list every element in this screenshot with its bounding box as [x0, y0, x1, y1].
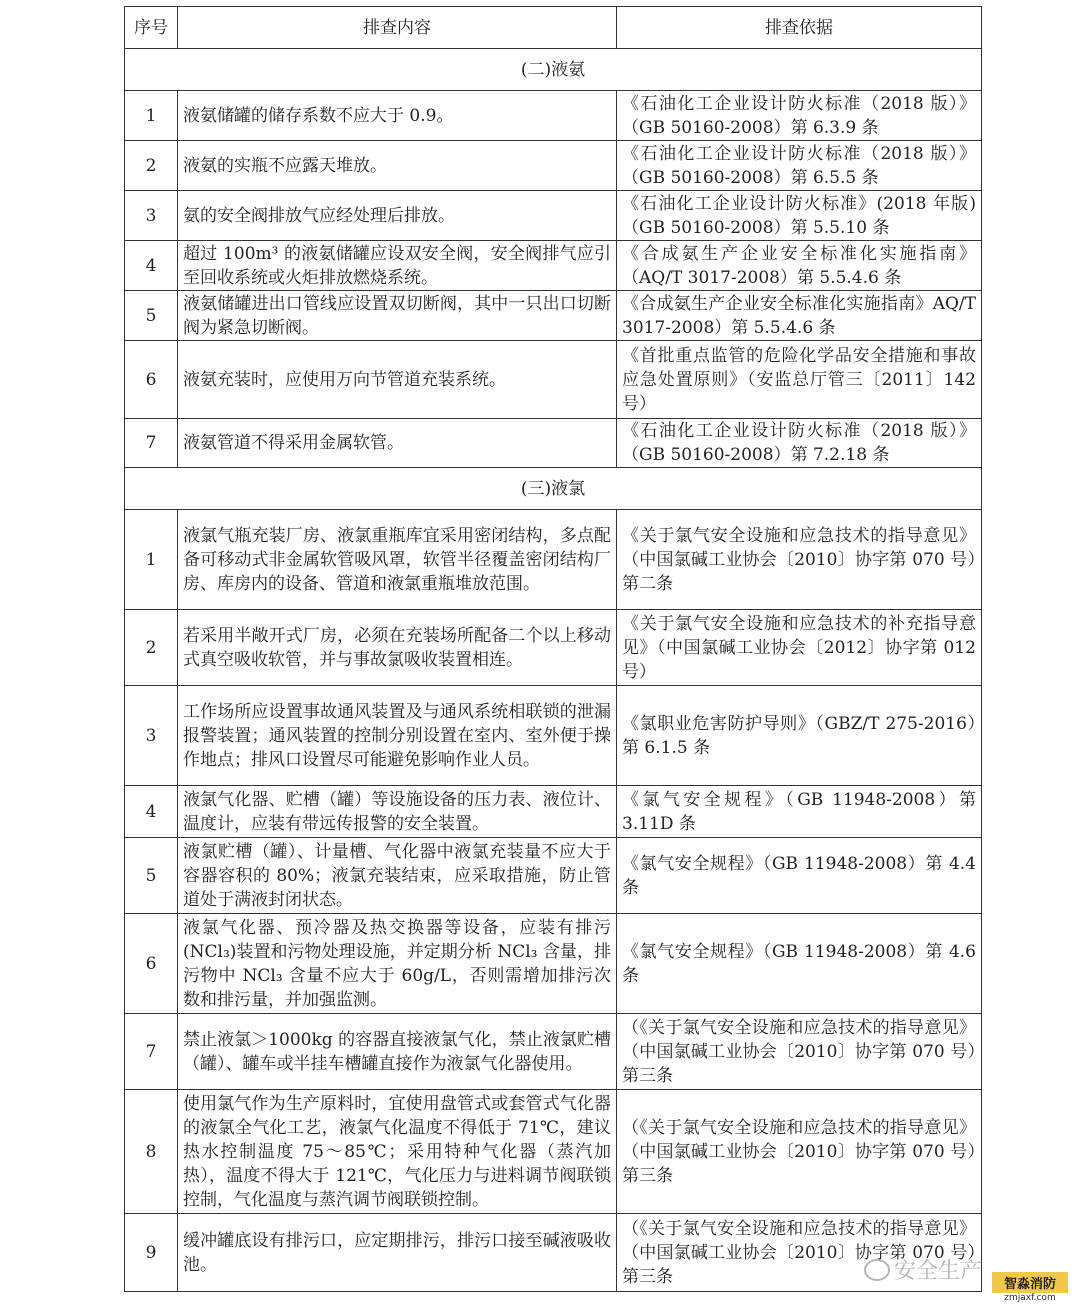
row-content: 液氨管道不得采用金属软管。: [178, 419, 617, 468]
table-row: [125, 191, 982, 241]
row-basis: 《氯职业危害防护导则》（GBZ/T 275-2016）第 6.1.5 条: [617, 686, 982, 786]
row-number: 7: [125, 419, 178, 468]
row-content: 液氨的实瓶不应露天堆放。: [178, 141, 617, 191]
row-basis: 《关于氯气安全设施和应急技术的指导意见》（中国氯碱工业协会〔2010〕协字第 070 号）第二条: [617, 510, 982, 610]
row-number: 3: [125, 686, 178, 786]
header-no: 序号: [125, 7, 178, 49]
row-number: 7: [125, 1014, 178, 1090]
table-row: [125, 838, 982, 914]
wechat-account-name: 安全生产: [893, 1259, 982, 1284]
row-content: 氨的安全阀排放气应经处理后排放。: [178, 191, 617, 241]
row-basis: 《石油化工企业设计防火标准》(2018 年版)（GB 50160-2008）第 5.5.10 条: [617, 191, 982, 241]
row-basis: （《关于氯气安全设施和应急技术的指导意见》（中国氯碱工业协会〔2010〕协字第 070 号）第三条: [617, 1214, 982, 1292]
row-number: 1: [125, 91, 178, 141]
row-basis: 《氯气安全规程》（GB 11948-2008）第 3.11D 条: [617, 786, 982, 838]
row-content: 工作场所应设置事故通风装置及与通风系统相联锁的泄漏报警装置；通风装置的控制分别设置在室内、室外便于操作地点；排风口设置尽可能避免影响作业人员。: [178, 686, 617, 786]
table-row: [125, 786, 982, 838]
row-number: 2: [125, 610, 178, 686]
logo-name: 智淼消防: [992, 1272, 1068, 1293]
row-content: 液氯气瓶充装厂房、液氯重瓶库宜采用密闭结构，多点配备可移动式非金属软管吸风罩，软管半径覆盖密闭结构厂房、库房内的设备、管道和液氯重瓶堆放范围。: [178, 510, 617, 610]
row-number: 6: [125, 341, 178, 419]
table-row: [125, 341, 982, 419]
row-number: 5: [125, 838, 178, 914]
row-content: 缓冲罐底设有排污口，应定期排污，排污口接至碱液吸收池。: [178, 1214, 617, 1292]
logo-url: zmjaxf.com: [1004, 1293, 1056, 1303]
watermark: [864, 1254, 1068, 1303]
header-basis: 排查依据: [617, 7, 982, 49]
row-number: 9: [125, 1214, 178, 1292]
table-row: [125, 1090, 982, 1214]
table-header-row: [125, 7, 982, 49]
row-basis: 《石油化工企业设计防火标准（2018 版）》（GB 50160-2008）第 6.3.9 条: [617, 91, 982, 141]
table-row: [125, 914, 982, 1014]
table-row: [125, 419, 982, 468]
row-content: 液氯气化器、预冷器及热交换器等设备，应装有排污(NCl₃)装置和污物处理设施，并定期分析 NCl₃ 含量，排污物中 NCl₃ 含量不应大于 60g/L，否则需增加排污次数和排污量，并加强监测。: [178, 914, 617, 1014]
row-content: 液氯气化器、贮槽（罐）等设施设备的压力表、液位计、温度计，应装有带远传报警的安全装置。: [178, 786, 617, 838]
table-row: [125, 686, 982, 786]
row-content: 液氨充装时，应使用万向节管道充装系统。: [178, 341, 617, 419]
section-title: (二)液氨: [125, 49, 982, 91]
section-row: [125, 468, 982, 510]
row-content: 液氨储罐进出口管线应设置双切断阀，其中一只出口切断阀为紧急切断阀。: [178, 291, 617, 341]
row-content: 液氯贮槽（罐）、计量槽、气化器中液氯充装量不应大于容器容积的 80%；液氯充装结束，应采取措施，防止管道处于满液封闭状态。: [178, 838, 617, 914]
table-row: [125, 241, 982, 291]
row-basis: 《氯气安全规程》（GB 11948-2008）第 4.4 条: [617, 838, 982, 914]
section-row: [125, 49, 982, 91]
row-number: 4: [125, 241, 178, 291]
row-number: 1: [125, 510, 178, 610]
wechat-watermark: [864, 1254, 982, 1285]
table-row: [125, 291, 982, 341]
row-content: 禁止液氯＞1000kg 的容器直接液氯气化，禁止液氯贮槽（罐）、罐车或半挂车槽罐直接作为液氯气化器使用。: [178, 1014, 617, 1090]
row-basis: （《关于氯气安全设施和应急技术的指导意见》（中国氯碱工业协会〔2010〕协字第 070 号）第三条: [617, 1014, 982, 1090]
row-basis: 《石油化工企业设计防火标准（2018 版）》（GB 50160-2008）第 6.5.5 条: [617, 141, 982, 191]
section-title: (三)液氯: [125, 468, 982, 510]
row-basis: 《氯气安全规程》（GB 11948-2008）第 4.6 条: [617, 914, 982, 1014]
row-content: 若采用半敞开式厂房，必须在充装场所配备二个以上移动式真空吸收软管，并与事故氯吸收装置相连。: [178, 610, 617, 686]
table-row: [125, 91, 982, 141]
row-content: 液氨储罐的储存系数不应大于 0.9。: [178, 91, 617, 141]
table-row: [125, 1214, 982, 1292]
row-number: 4: [125, 786, 178, 838]
row-content: 超过 100m³ 的液氨储罐应设双安全阀，安全阀排气应引至回收系统或火炬排放燃烧系统。: [178, 241, 617, 291]
row-number: 3: [125, 191, 178, 241]
table-row: [125, 510, 982, 610]
row-content: 使用氯气作为生产原料时，宜使用盘管式或套管式气化器的液氯全气化工艺，液氯气化温度不得低于 71℃，建议热水控制温度 75～85℃；采用特种气化器（蒸汽加热），温度不得大于 121℃，气化压力与进料调节阀联锁控制，气化温度与蒸汽调节阀联锁控制。: [178, 1090, 617, 1214]
row-basis: 《首批重点监管的危险化学品安全措施和事故应急处置原则》（安监总厅管三〔2011〕142 号）: [617, 341, 982, 419]
row-number: 6: [125, 914, 178, 1014]
site-logo: [992, 1272, 1068, 1303]
row-number: 2: [125, 141, 178, 191]
row-number: 5: [125, 291, 178, 341]
row-basis: 《合成氨生产企业安全标准化实施指南》（AQ/T 3017-2008）第 5.5.4.6 条: [617, 241, 982, 291]
row-number: 8: [125, 1090, 178, 1214]
row-basis: 《合成氨生产企业安全标准化实施指南》AQ/T 3017-2008）第 5.5.4.6 条: [617, 291, 982, 341]
row-basis: （《关于氯气安全设施和应急技术的指导意见》（中国氯碱工业协会〔2010〕协字第 070 号）第三条: [617, 1090, 982, 1214]
header-content: 排查内容: [178, 7, 617, 49]
wechat-icon: [864, 1259, 890, 1281]
table-row: [125, 141, 982, 191]
row-basis: 《石油化工企业设计防火标准（2018 版）》（GB 50160-2008）第 7.2.18 条: [617, 419, 982, 468]
row-basis: 《关于氯气安全设施和应急技术的补充指导意见》（中国氯碱工业协会〔2012〕协字第 012 号）: [617, 610, 982, 686]
inspection-table: [124, 6, 982, 1292]
table-row: [125, 1014, 982, 1090]
table-row: [125, 610, 982, 686]
